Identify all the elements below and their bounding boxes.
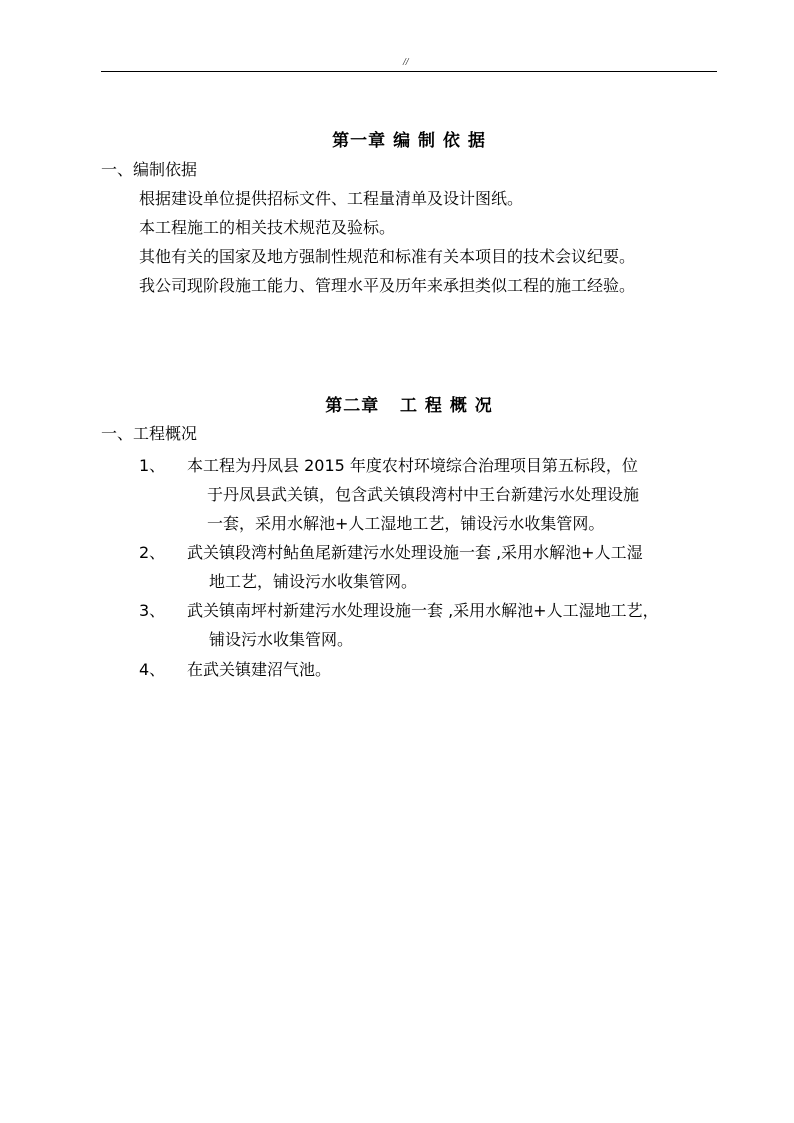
list-item-text [187, 538, 732, 596]
chapter-2-title: 第二章 工 程 概 况 [325, 396, 493, 416]
list-item-text [187, 451, 732, 538]
list-item-number: 3、 [139, 601, 166, 620]
chapter-1-paragraph: 根据建设单位提供招标文件、工程量清单及设计图纸。 [139, 189, 524, 208]
list-item-line: 一套，采用水解池+人工湿地工艺，铺设污水收集管网。 [207, 514, 605, 533]
list-item-number: 1、 [139, 456, 166, 475]
list-item-line: 于丹凤县武关镇，包含武关镇段湾村中王台新建污水处理设施 [207, 485, 640, 504]
chapter-1-title: 第一章 编 制 依 据 [332, 131, 486, 151]
chapter-1-paragraph: 我公司现阶段施工能力、管理水平及历年来承担类似工程的施工经验。 [139, 276, 636, 295]
chapter-2-section-heading: 一、工程概况 [101, 424, 198, 443]
chapter-1-paragraph: 本工程施工的相关技术规范及验标。 [139, 218, 396, 237]
header-rule [101, 71, 717, 72]
list-item-line: 铺设污水收集管网。 [209, 630, 354, 649]
list-item-line: 本工程为丹凤县 2015 年度农村环境综合治理项目第五标段，位 [187, 456, 638, 475]
list-item-number: 2、 [139, 543, 166, 562]
list-item-number: 4、 [139, 660, 166, 679]
list-item-line: 武关镇段湾村鲇鱼尾新建污水处理设施一套 ,采用水解池+人工湿 [187, 543, 643, 562]
list-item-text [187, 596, 732, 654]
header-mark: // [403, 57, 409, 68]
list-item-line: 武关镇南坪村新建污水处理设施一套 ,采用水解池+人工湿地工艺， [187, 601, 659, 620]
list-item-line: 在武关镇建沼气池。 [187, 660, 332, 679]
list-item-line: 地工艺，铺设污水收集管网。 [209, 572, 418, 591]
chapter-1-section-heading: 一、编制依据 [101, 160, 198, 179]
list-item-text [187, 655, 732, 684]
chapter-1-paragraph: 其他有关的国家及地方强制性规范和标准有关本项目的技术会议纪要。 [139, 247, 636, 266]
